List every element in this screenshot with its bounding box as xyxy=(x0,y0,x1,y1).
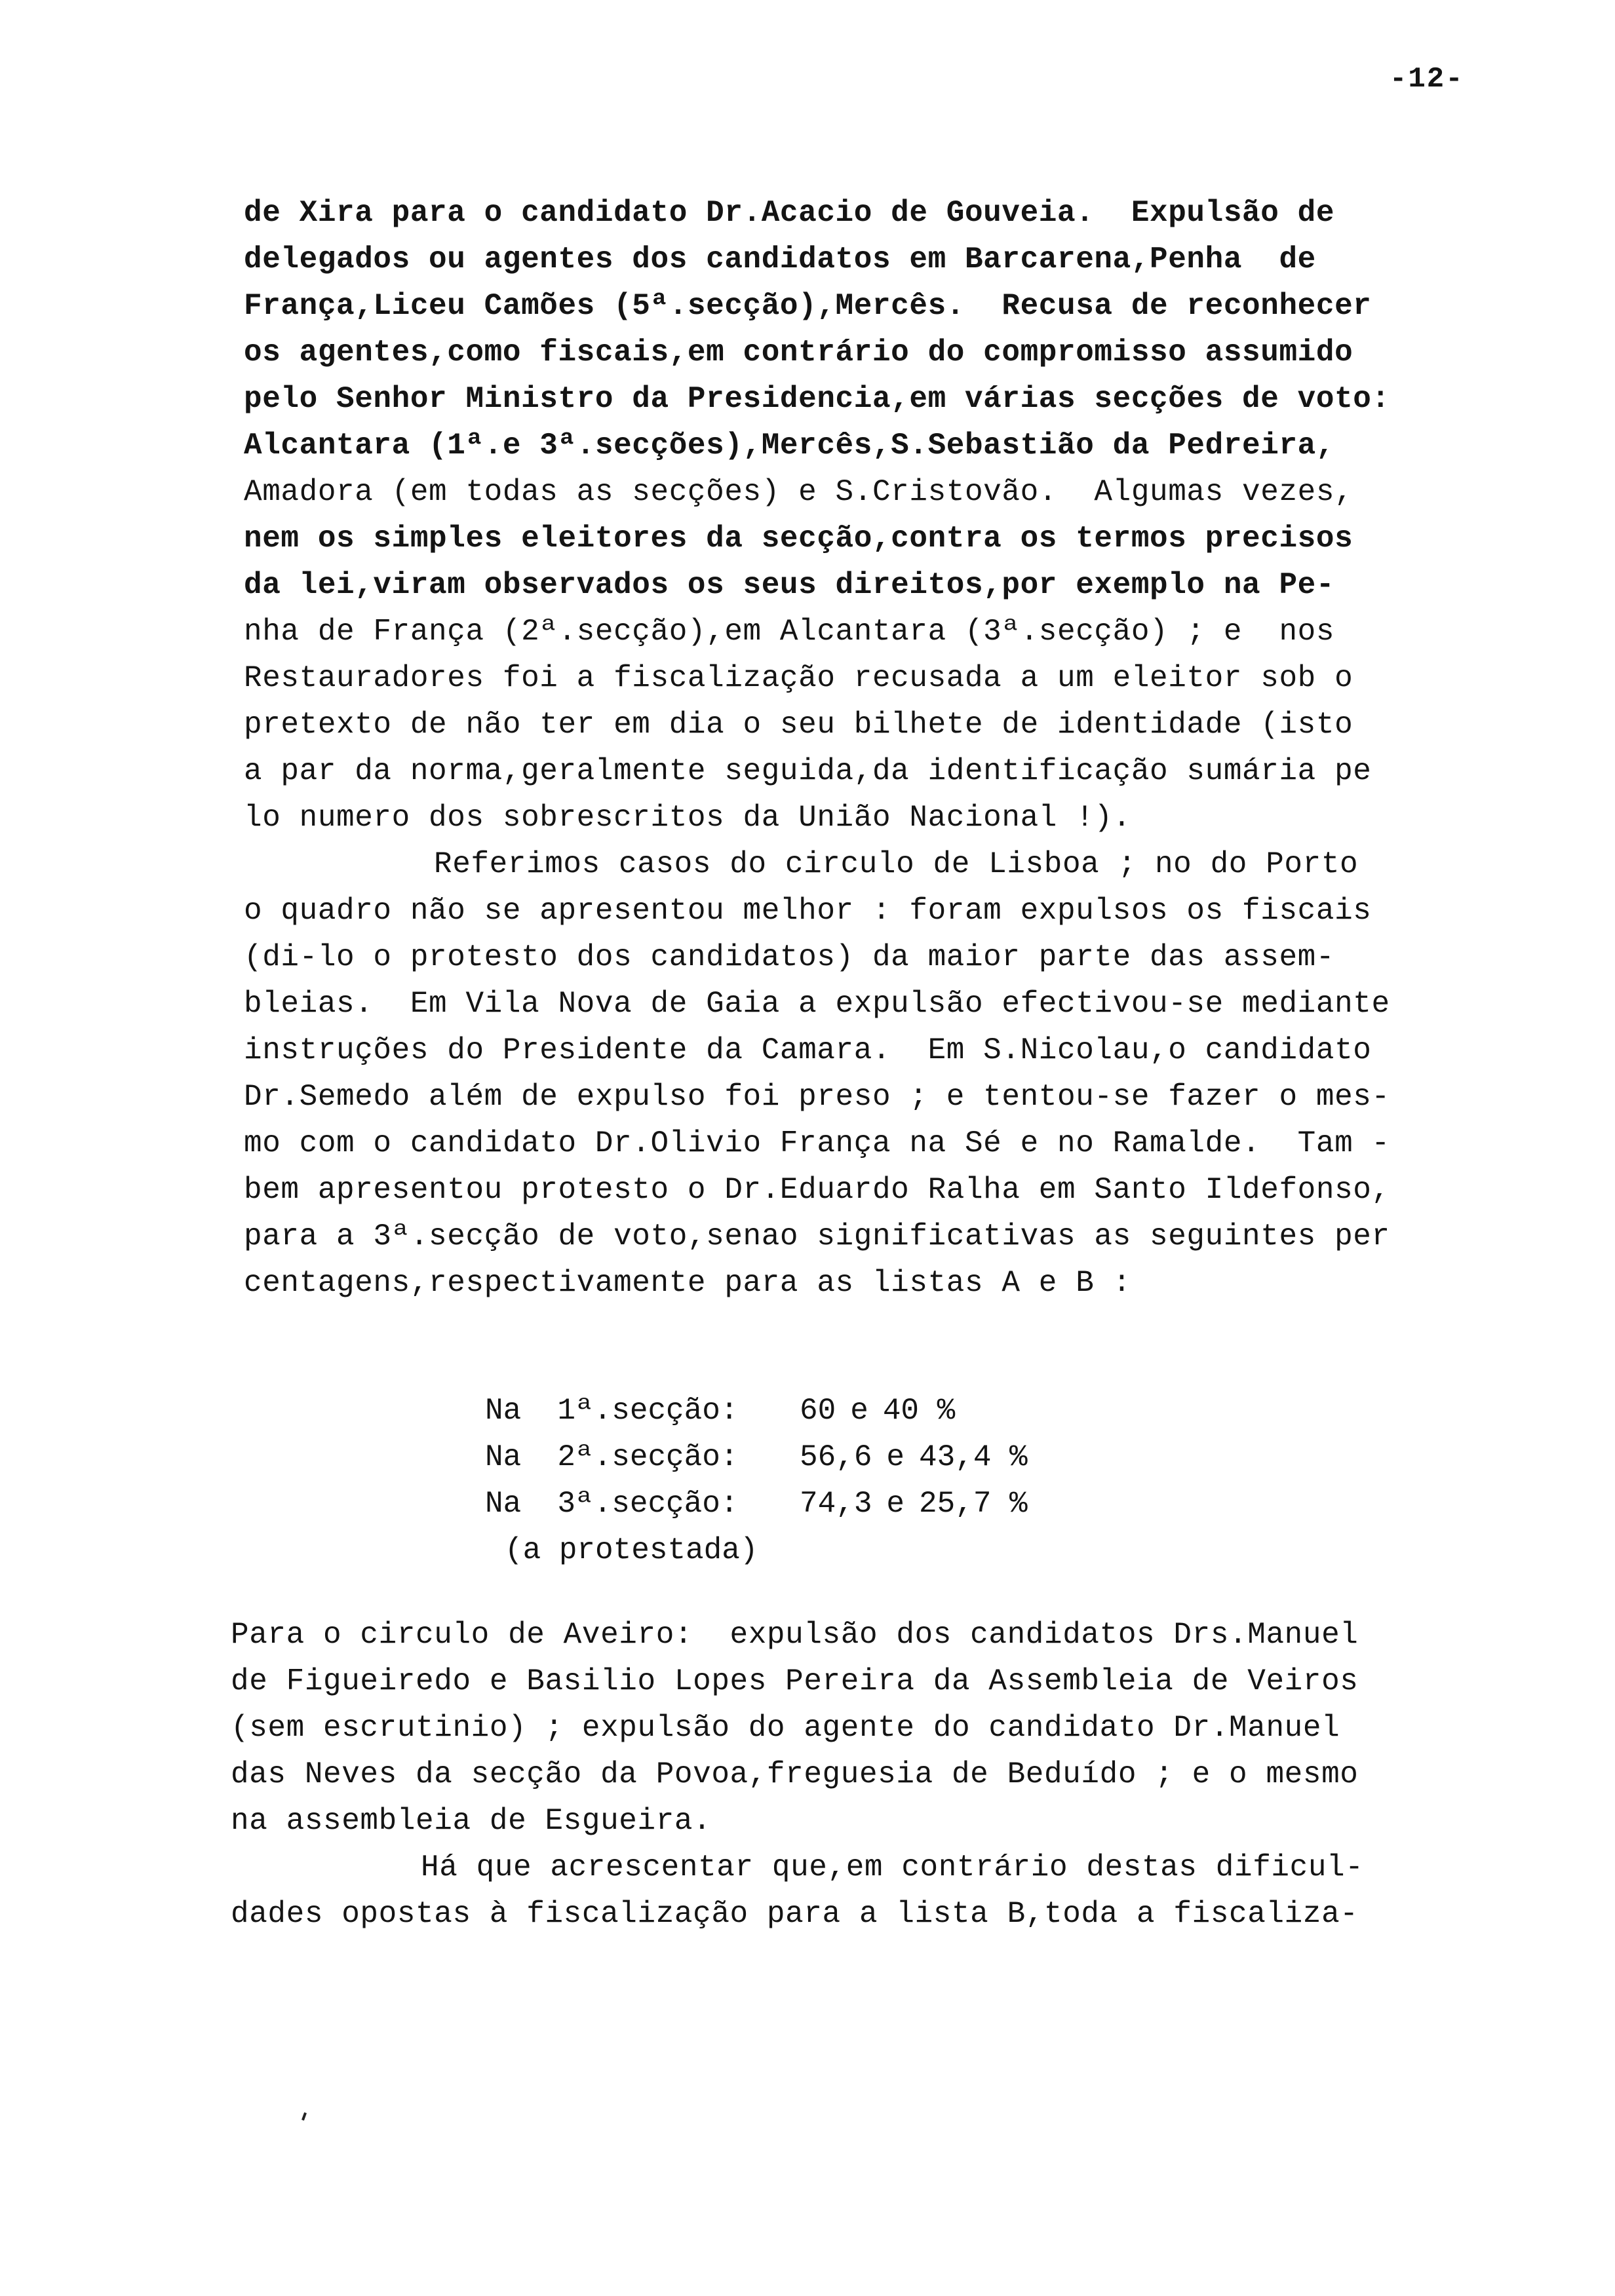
text-line: centagens,respectivamente para as listas A e B : xyxy=(244,1266,1131,1300)
text-line: a par da norma,geralmente seguida,da identificação sumária pe xyxy=(244,754,1372,788)
text-line: lo numero dos sobrescritos da União Nacional !). xyxy=(244,801,1131,835)
secondary-text-block xyxy=(231,1612,1437,1938)
paragraph-1 xyxy=(244,190,1437,841)
ink-mark xyxy=(302,2113,307,2121)
text-line: pretexto de não ter em dia o seu bilhete de identidade (isto xyxy=(244,708,1353,742)
main-text-block xyxy=(244,190,1437,1307)
connector: e xyxy=(850,1394,868,1428)
paragraph-4 xyxy=(231,1845,1437,1938)
list-b-value: 25,7 % xyxy=(919,1487,1028,1521)
text-line: das Neves da secção da Povoa,freguesia de Beduído ; e o mesmo xyxy=(231,1757,1359,1791)
text-line: França,Liceu Camões (5ª.secção),Mercês. Recusa de reconhecer xyxy=(244,289,1372,323)
table-note: (a protestada) xyxy=(505,1533,758,1567)
text-line: bleias. Em Vila Nova de Gaia a expulsão efectivou-se mediante xyxy=(244,987,1390,1021)
paragraph-2 xyxy=(244,841,1437,1307)
page-number: -12- xyxy=(1390,63,1464,96)
section-label: Na 1ª.secção: xyxy=(485,1394,739,1428)
text-line: (di-lo o protesto dos candidatos) da maior parte das assem- xyxy=(244,940,1335,974)
text-line: bem apresentou protesto o Dr.Eduardo Ralha em Santo Ildefonso, xyxy=(244,1173,1390,1207)
table-row xyxy=(485,1434,1028,1481)
text-line: na assembleia de Esgueira. xyxy=(231,1804,712,1838)
section-label: Na 2ª.secção: xyxy=(485,1440,739,1474)
list-a-value: 60 xyxy=(800,1394,836,1428)
text-line: o quadro não se apresentou melhor : foram expulsos os fiscais xyxy=(244,894,1372,928)
section-label: Na 3ª.secção: xyxy=(485,1487,739,1521)
text-line: de Figueiredo e Basilio Lopes Pereira da Assembleia de Veiros xyxy=(231,1664,1359,1698)
text-line: nha de França (2ª.secção),em Alcantara (3ª.secção) ; e nos xyxy=(244,615,1335,649)
text-line: delegados ou agentes dos candidatos em Barcarena,Penha de xyxy=(244,242,1316,277)
text-line: dades opostas à fiscalização para a lista B,toda a fiscaliza- xyxy=(231,1897,1359,1931)
list-a-value: 74,3 xyxy=(800,1487,872,1521)
paragraph-3 xyxy=(231,1612,1437,1845)
text-line: para a 3ª.secção de voto,senao significativas as seguintes per xyxy=(244,1219,1390,1253)
table-row xyxy=(485,1388,1028,1434)
text-line: Para o circulo de Aveiro: expulsão dos candidatos Drs.Manuel xyxy=(231,1618,1359,1652)
text-line: nem os simples eleitores da secção,contra os termos precisos xyxy=(244,522,1353,556)
table-row xyxy=(485,1481,1028,1527)
text-line: Há que acrescentar que,em contrário destas dificul- xyxy=(421,1850,1364,1885)
text-line: mo com o candidato Dr.Olivio França na Sé e no Ramalde. Tam - xyxy=(244,1126,1390,1160)
text-line: Dr.Semedo além de expulso foi preso ; e tentou-se fazer o mes- xyxy=(244,1080,1390,1114)
list-b-value: 40 % xyxy=(882,1394,956,1428)
text-line: Alcantara (1ª.e 3ª.secções),Mercês,S.Sebastião da Pedreira, xyxy=(244,429,1335,463)
text-line: os agentes,como fiscais,em contrário do compromisso assumido xyxy=(244,335,1353,370)
text-line: da lei,viram observados os seus direitos,por exemplo na Pe- xyxy=(244,568,1335,602)
text-line: Amadora (em todas as secções) e S.Cristovão. Algumas vezes, xyxy=(244,475,1353,509)
percentage-table xyxy=(485,1388,1028,1574)
connector: e xyxy=(886,1440,905,1474)
text-line: Referimos casos do circulo de Lisboa ; no do Porto xyxy=(434,847,1359,881)
text-line: pelo Senhor Ministro da Presidencia,em várias secções de voto: xyxy=(244,382,1390,416)
connector: e xyxy=(886,1487,905,1521)
text-line: (sem escrutinio) ; expulsão do agente do candidato Dr.Manuel xyxy=(231,1711,1340,1745)
list-a-value: 56,6 xyxy=(800,1440,872,1474)
text-line: de Xira para o candidato Dr.Acacio de Gouveia. Expulsão de xyxy=(244,196,1335,230)
text-line: Restauradores foi a fiscalização recusada a um eleitor sob o xyxy=(244,661,1353,695)
text-line: instruções do Presidente da Camara. Em S.Nicolau,o candidato xyxy=(244,1033,1372,1067)
list-b-value: 43,4 % xyxy=(919,1440,1028,1474)
